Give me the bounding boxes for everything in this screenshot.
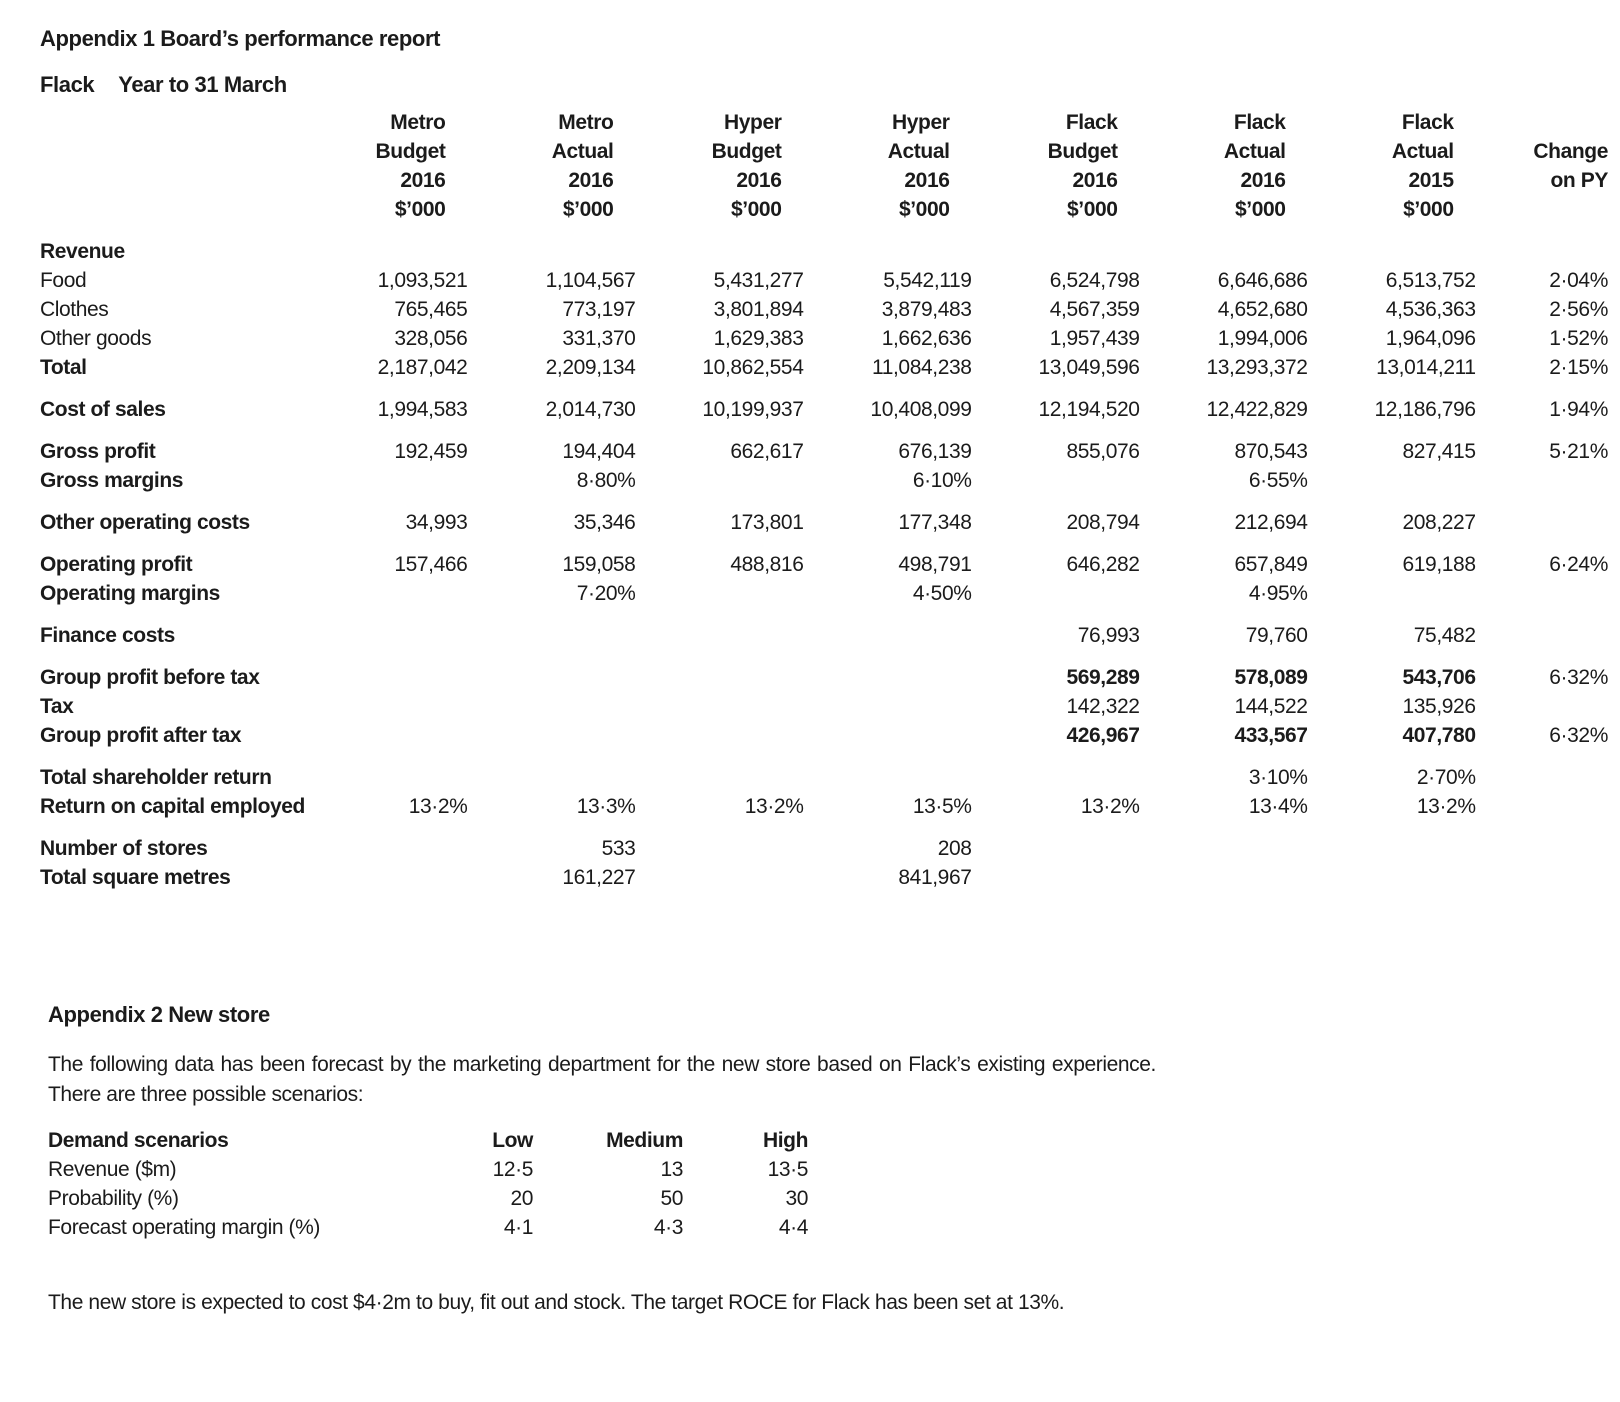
column-header-line: Flack [1233, 111, 1286, 134]
demand-row-label: Revenue ($m) [48, 1158, 177, 1181]
table-cell [804, 650, 972, 692]
table-cell: 662,617 [730, 440, 804, 463]
demand-table-cell: 12·5 [492, 1158, 533, 1181]
table-cell: 3,801,894 [713, 298, 804, 321]
table-row [40, 266, 1608, 295]
column-header-line: Budget [375, 140, 446, 163]
table-cell [467, 608, 635, 650]
table-cell: 4·50% [912, 582, 972, 605]
column-header [635, 108, 803, 224]
table-cell: 13·2% [408, 795, 468, 818]
column-header [1140, 108, 1308, 224]
table-cell: 6·32% [1549, 724, 1608, 747]
row-label: Total [40, 356, 87, 379]
table-cell: 6,524,798 [1049, 269, 1140, 292]
table-cell: 578,089 [1234, 666, 1308, 689]
performance-table [40, 108, 1608, 892]
table-cell: 433,567 [1234, 724, 1308, 747]
table-cell: 1,093,521 [377, 269, 468, 292]
demand-table-cell: 4·4 [778, 1216, 808, 1239]
table-cell [1476, 224, 1608, 266]
table-cell [1140, 821, 1308, 863]
table-cell: 569,289 [1066, 666, 1140, 689]
company-name: Flack [40, 72, 95, 97]
table-cell: 1·94% [1549, 398, 1608, 421]
table-cell: 13·4% [1248, 795, 1308, 818]
table-cell [804, 692, 972, 721]
performance-table-body [40, 224, 1608, 892]
column-header-line: 2016 [904, 169, 950, 192]
table-cell: 6·24% [1549, 553, 1608, 576]
column-header-line: $’000 [1403, 198, 1454, 221]
demand-row-label: Probability (%) [48, 1187, 179, 1210]
table-cell: 4,536,363 [1385, 298, 1476, 321]
demand-column-header: High [762, 1129, 808, 1152]
table-cell [299, 650, 467, 692]
table-cell [1476, 495, 1608, 537]
table-cell: 34,993 [405, 511, 468, 534]
table-cell: 1,994,583 [377, 398, 468, 421]
table-cell [299, 608, 467, 650]
document [0, 26, 1620, 1318]
table-cell: 11,084,238 [871, 356, 972, 379]
column-header-line: 2016 [400, 169, 446, 192]
row-label: Operating margins [40, 582, 220, 605]
table-cell: 773,197 [562, 298, 636, 321]
table-cell [635, 750, 803, 792]
table-cell [1308, 821, 1476, 863]
table-row [40, 750, 1608, 792]
table-cell: 5,542,119 [883, 269, 972, 292]
table-cell: 1,104,567 [545, 269, 636, 292]
table-cell: 2,187,042 [377, 356, 468, 379]
demand-table-cell: 13·5 [767, 1158, 808, 1181]
table-cell: 2·70% [1416, 766, 1476, 789]
column-header [467, 108, 635, 224]
table-cell: 5·21% [1549, 440, 1608, 463]
row-label: Group profit before tax [40, 666, 260, 689]
table-cell: 328,056 [394, 327, 468, 350]
table-cell: 7·20% [576, 582, 636, 605]
table-cell: 173,801 [730, 511, 804, 534]
table-row [40, 353, 1608, 382]
column-header-line: Hyper [723, 111, 782, 134]
table-cell: 208,794 [1066, 511, 1140, 534]
column-header-line: Change [1533, 140, 1608, 163]
table-cell: 76,993 [1077, 624, 1140, 647]
table-row [40, 382, 1608, 424]
table-cell: 1,964,096 [1385, 327, 1476, 350]
table-cell: 855,076 [1066, 440, 1140, 463]
table-cell [635, 608, 803, 650]
table-row [40, 466, 1608, 495]
demand-table-row [48, 1155, 808, 1184]
table-cell [1308, 466, 1476, 495]
table-cell [1308, 224, 1476, 266]
table-cell: 12,194,520 [1038, 398, 1140, 421]
row-label: Gross profit [40, 440, 156, 463]
table-cell: 5,431,277 [713, 269, 804, 292]
table-cell: 12,186,796 [1374, 398, 1476, 421]
table-cell: 212,694 [1234, 511, 1308, 534]
table-cell: 157,466 [394, 553, 468, 576]
table-row [40, 537, 1608, 579]
table-cell: 6,646,686 [1217, 269, 1308, 292]
table-cell [635, 692, 803, 721]
table-cell [1140, 863, 1308, 892]
demand-table-cell: 50 [660, 1187, 683, 1210]
table-row [40, 650, 1608, 692]
table-cell: 6·55% [1248, 469, 1308, 492]
column-header-line: $’000 [730, 198, 782, 221]
table-cell: 12,422,829 [1206, 398, 1308, 421]
demand-table-row [48, 1184, 808, 1213]
table-cell [467, 750, 635, 792]
table-cell [299, 466, 467, 495]
table-cell: 657,849 [1234, 553, 1308, 576]
performance-table-head [40, 108, 1608, 224]
column-header [972, 108, 1140, 224]
table-cell: 6,513,752 [1385, 269, 1476, 292]
column-header-line: Actual [551, 140, 614, 163]
demand-column-header: Medium [606, 1129, 683, 1152]
table-cell [1476, 608, 1608, 650]
table-cell: 2,209,134 [545, 356, 636, 379]
table-cell [467, 650, 635, 692]
table-cell [1308, 579, 1476, 608]
table-row [40, 863, 1608, 892]
table-cell [635, 224, 803, 266]
table-cell: 765,465 [394, 298, 468, 321]
table-cell: 6·10% [912, 469, 972, 492]
table-cell [635, 466, 803, 495]
row-label: Gross margins [40, 469, 184, 492]
table-cell [467, 692, 635, 721]
table-cell: 1,994,006 [1217, 327, 1308, 350]
table-cell: 1,629,383 [713, 327, 804, 350]
row-label: Total square metres [40, 866, 231, 889]
table-row [40, 424, 1608, 466]
column-header-line: 2016 [736, 169, 782, 192]
table-cell [635, 863, 803, 892]
table-cell: 676,139 [898, 440, 972, 463]
table-cell: 498,791 [898, 553, 972, 576]
table-cell [1476, 750, 1608, 792]
column-header-line: $’000 [562, 198, 614, 221]
table-cell: 646,282 [1066, 553, 1140, 576]
table-cell: 1,662,636 [881, 327, 972, 350]
column-header-line: 2016 [1072, 169, 1118, 192]
column-header-line: $’000 [1235, 198, 1286, 221]
table-cell: 3·10% [1248, 766, 1308, 789]
column-header [1476, 108, 1608, 224]
row-label: Operating profit [40, 553, 193, 576]
column-header-line [1476, 195, 1608, 224]
table-cell [972, 750, 1140, 792]
table-cell: 2·56% [1549, 298, 1608, 321]
table-cell: 426,967 [1066, 724, 1140, 747]
row-label: Return on capital employed [40, 795, 305, 818]
table-cell: 161,227 [562, 866, 636, 889]
row-label: Food [40, 269, 87, 292]
column-header-line: Flack [1401, 111, 1454, 134]
header-spacer [40, 108, 299, 224]
demand-table-cell: 13 [660, 1158, 683, 1181]
table-cell [1476, 466, 1608, 495]
row-label: Tax [40, 695, 74, 718]
row-label: Group profit after tax [40, 724, 242, 747]
table-cell [299, 863, 467, 892]
table-cell: 75,482 [1413, 624, 1476, 647]
table-row [40, 579, 1608, 608]
column-header-line: on PY [1550, 169, 1608, 192]
table-cell [467, 721, 635, 750]
table-cell: 13,293,372 [1206, 356, 1308, 379]
row-label: Cost of sales [40, 398, 166, 421]
table-cell: 13·5% [912, 795, 972, 818]
table-cell [299, 821, 467, 863]
table-cell: 4,567,359 [1049, 298, 1140, 321]
table-cell: 208 [937, 837, 972, 860]
table-cell: 10,862,554 [702, 356, 804, 379]
table-cell: 8·80% [576, 469, 636, 492]
table-row [40, 692, 1608, 721]
table-cell [1476, 821, 1608, 863]
table-cell [804, 608, 972, 650]
table-cell: 6·32% [1549, 666, 1608, 689]
table-cell: 13·2% [1416, 795, 1476, 818]
table-cell: 543,706 [1402, 666, 1476, 689]
row-label: Finance costs [40, 624, 175, 647]
table-cell [299, 750, 467, 792]
report-subtitle [40, 72, 1620, 98]
demand-column-header: Demand scenarios [48, 1129, 229, 1152]
table-cell: 619,188 [1402, 553, 1476, 576]
table-cell [972, 863, 1140, 892]
table-cell [1140, 224, 1308, 266]
appendix2-intro: The following data has been forecast by the marketing department for the new store based on Flack’s existing experience. There are three possible scenarios: [48, 1053, 1156, 1106]
table-cell: 870,543 [1234, 440, 1308, 463]
column-header [804, 108, 972, 224]
table-cell [972, 224, 1140, 266]
table-row [40, 295, 1608, 324]
table-cell [1476, 863, 1608, 892]
table-cell: 142,322 [1066, 695, 1140, 718]
table-row [40, 821, 1608, 863]
table-cell: 407,780 [1402, 724, 1476, 747]
table-cell: 2·15% [1549, 356, 1608, 379]
column-header-line: Actual [887, 140, 950, 163]
table-cell: 4·95% [1248, 582, 1308, 605]
table-cell [972, 579, 1140, 608]
column-header-line: 2016 [1240, 169, 1286, 192]
demand-column-header: Low [492, 1129, 533, 1152]
table-cell: 1·52% [1549, 327, 1608, 350]
table-cell: 79,760 [1245, 624, 1308, 647]
report-period: Year to 31 March [118, 72, 287, 97]
table-cell [635, 821, 803, 863]
table-cell [1476, 792, 1608, 821]
demand-table-cell: 4·1 [503, 1216, 533, 1239]
table-cell: 13,049,596 [1038, 356, 1140, 379]
table-cell: 159,058 [562, 553, 636, 576]
demand-table-row [48, 1213, 808, 1242]
column-header-line: 2015 [1408, 169, 1454, 192]
demand-table-body [48, 1155, 808, 1242]
table-cell [635, 650, 803, 692]
column-header-line: Actual [1223, 140, 1286, 163]
column-header-line: Flack [1065, 111, 1118, 134]
table-cell: 13·2% [1080, 795, 1140, 818]
column-header-line [1476, 108, 1608, 137]
table-cell: 208,227 [1402, 511, 1476, 534]
demand-row-label: Forecast operating margin (%) [48, 1216, 321, 1239]
column-header-line: Budget [711, 140, 782, 163]
column-header-line: Hyper [892, 111, 950, 134]
table-cell: 331,370 [562, 327, 636, 350]
table-cell: 488,816 [730, 553, 804, 576]
table-row [40, 721, 1608, 750]
table-cell: 194,404 [562, 440, 636, 463]
demand-header-row [48, 1126, 808, 1155]
table-cell: 192,459 [394, 440, 468, 463]
demand-table-cell: 30 [785, 1187, 808, 1210]
table-cell [635, 579, 803, 608]
table-cell [467, 224, 635, 266]
table-cell [299, 579, 467, 608]
table-cell: 10,408,099 [870, 398, 972, 421]
table-cell [299, 224, 467, 266]
table-row [40, 224, 1608, 266]
table-cell [1476, 692, 1608, 721]
table-cell [804, 750, 972, 792]
table-cell: 1,957,439 [1049, 327, 1140, 350]
table-cell [1308, 863, 1476, 892]
appendix2-title: Appendix 2 New store [48, 1002, 270, 1027]
table-cell: 4,652,680 [1217, 298, 1308, 321]
table-cell [635, 721, 803, 750]
column-header-line: 2016 [568, 169, 614, 192]
table-cell: 10,199,937 [702, 398, 804, 421]
column-header [299, 108, 467, 224]
column-header-line: Actual [1391, 140, 1454, 163]
appendix2-footer: The new store is expected to cost $4·2m to buy, fit out and stock. The target ROCE for Flack has been set at 13%. [48, 1291, 1065, 1314]
row-label: Number of stores [40, 837, 208, 860]
table-cell [299, 721, 467, 750]
table-row [40, 792, 1608, 821]
row-label: Other operating costs [40, 511, 250, 534]
table-cell [804, 721, 972, 750]
column-header [1308, 108, 1476, 224]
header-row [40, 108, 1608, 224]
table-cell: 2·04% [1549, 269, 1608, 292]
demand-table-cell: 4·3 [653, 1216, 683, 1239]
row-label: Clothes [40, 298, 109, 321]
table-cell: 533 [601, 837, 636, 860]
table-cell: 135,926 [1402, 695, 1476, 718]
table-cell: 144,522 [1234, 695, 1308, 718]
table-row [40, 608, 1608, 650]
demand-table-head [48, 1126, 808, 1155]
table-cell [804, 224, 972, 266]
table-cell: 841,967 [898, 866, 972, 889]
table-cell [972, 821, 1140, 863]
table-cell: 35,346 [573, 511, 636, 534]
column-header-line: $’000 [898, 198, 950, 221]
table-cell [299, 692, 467, 721]
table-cell: 827,415 [1402, 440, 1476, 463]
table-cell: 13·3% [576, 795, 636, 818]
table-row [40, 495, 1608, 537]
appendix1-title: Appendix 1 Board’s performance report [40, 26, 441, 51]
row-label: Total shareholder return [40, 766, 272, 789]
demand-table-cell: 20 [510, 1187, 533, 1210]
table-cell: 3,879,483 [881, 298, 972, 321]
column-header-line: Budget [1047, 140, 1118, 163]
table-cell [972, 466, 1140, 495]
table-cell [1476, 579, 1608, 608]
row-label: Revenue [40, 240, 125, 263]
table-cell: 13·2% [744, 795, 804, 818]
table-cell: 13,014,211 [1376, 356, 1476, 379]
row-label: Other goods [40, 327, 152, 350]
column-header-line: $’000 [394, 198, 446, 221]
table-cell: 177,348 [898, 511, 972, 534]
column-header-line: Metro [390, 111, 446, 134]
column-header-line: Metro [558, 111, 614, 134]
demand-table [48, 1126, 808, 1242]
column-header-line: $’000 [1067, 198, 1118, 221]
table-cell: 2,014,730 [545, 398, 636, 421]
table-row [40, 324, 1608, 353]
